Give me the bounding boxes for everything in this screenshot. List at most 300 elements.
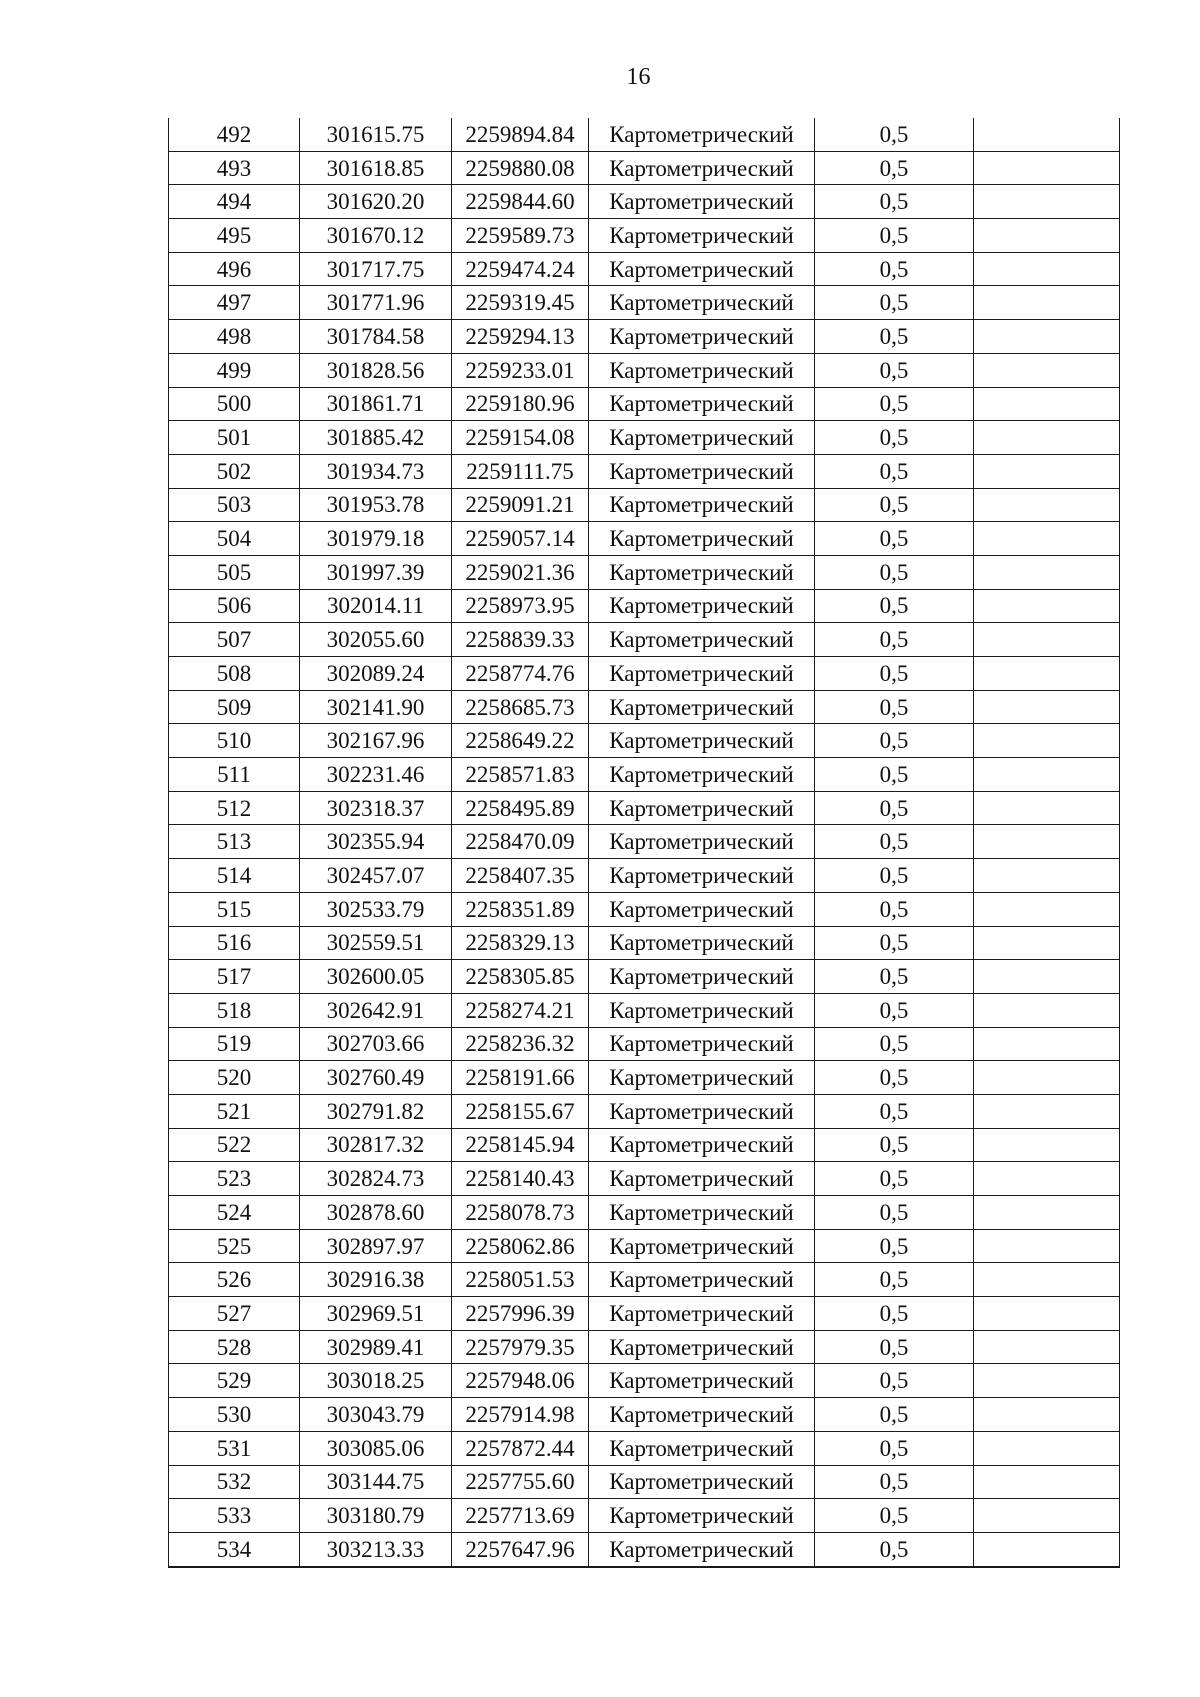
y-coordinate-cell: 2259319.45 [452, 286, 589, 320]
table-row [169, 454, 1120, 488]
table-row [169, 993, 1120, 1027]
x-coordinate-cell: 301861.71 [300, 387, 452, 421]
method-cell: Картометрический [589, 825, 815, 859]
accuracy-cell: 0,5 [815, 1364, 974, 1398]
method-cell: Картометрический [589, 522, 815, 556]
point-number-cell: 503 [169, 488, 300, 522]
note-cell [974, 1330, 1120, 1364]
point-number-cell: 501 [169, 421, 300, 455]
method-cell: Картометрический [589, 454, 815, 488]
accuracy-cell: 0,5 [815, 960, 974, 994]
accuracy-cell: 0,5 [815, 791, 974, 825]
method-cell: Картометрический [589, 1196, 815, 1230]
accuracy-cell: 0,5 [815, 286, 974, 320]
x-coordinate-cell: 301979.18 [300, 522, 452, 556]
y-coordinate-cell: 2258685.73 [452, 690, 589, 724]
table-row [169, 185, 1120, 219]
accuracy-cell: 0,5 [815, 1431, 974, 1465]
y-coordinate-cell: 2258274.21 [452, 993, 589, 1027]
note-cell [974, 993, 1120, 1027]
x-coordinate-cell: 301885.42 [300, 421, 452, 455]
method-cell: Картометрический [589, 1094, 815, 1128]
table-row [169, 1061, 1120, 1095]
method-cell: Картометрический [589, 286, 815, 320]
table-row [169, 1364, 1120, 1398]
point-number-cell: 505 [169, 555, 300, 589]
note-cell [974, 690, 1120, 724]
accuracy-cell: 0,5 [815, 1229, 974, 1263]
x-coordinate-cell: 301771.96 [300, 286, 452, 320]
table-row [169, 1128, 1120, 1162]
method-cell: Картометрический [589, 421, 815, 455]
accuracy-cell: 0,5 [815, 320, 974, 354]
table-row [169, 555, 1120, 589]
point-number-cell: 512 [169, 791, 300, 825]
accuracy-cell: 0,5 [815, 690, 974, 724]
table-row [169, 1398, 1120, 1432]
note-cell [974, 657, 1120, 691]
x-coordinate-cell: 302141.90 [300, 690, 452, 724]
accuracy-cell: 0,5 [815, 1297, 974, 1331]
note-cell [974, 1027, 1120, 1061]
method-cell: Картометрический [589, 1398, 815, 1432]
note-cell [974, 1398, 1120, 1432]
x-coordinate-cell: 303213.33 [300, 1532, 452, 1566]
method-cell: Картометрический [589, 1297, 815, 1331]
point-number-cell: 506 [169, 589, 300, 623]
note-cell [974, 488, 1120, 522]
table-row [169, 1162, 1120, 1196]
x-coordinate-cell: 302897.97 [300, 1229, 452, 1263]
y-coordinate-cell: 2257755.60 [452, 1465, 589, 1499]
table-row [169, 151, 1120, 185]
accuracy-cell: 0,5 [815, 825, 974, 859]
y-coordinate-cell: 2259894.84 [452, 118, 589, 151]
note-cell [974, 387, 1120, 421]
note-cell [974, 1162, 1120, 1196]
y-coordinate-cell: 2258973.95 [452, 589, 589, 623]
y-coordinate-cell: 2257914.98 [452, 1398, 589, 1432]
method-cell: Картометрический [589, 555, 815, 589]
method-cell: Картометрический [589, 1364, 815, 1398]
x-coordinate-cell: 302760.49 [300, 1061, 452, 1095]
accuracy-cell: 0,5 [815, 1263, 974, 1297]
method-cell: Картометрический [589, 252, 815, 286]
method-cell: Картометрический [589, 387, 815, 421]
point-number-cell: 514 [169, 859, 300, 893]
method-cell: Картометрический [589, 1499, 815, 1533]
point-number-cell: 527 [169, 1297, 300, 1331]
y-coordinate-cell: 2257713.69 [452, 1499, 589, 1533]
method-cell: Картометрический [589, 1431, 815, 1465]
table-row [169, 488, 1120, 522]
point-number-cell: 529 [169, 1364, 300, 1398]
table-row [169, 1229, 1120, 1263]
x-coordinate-cell: 302457.07 [300, 859, 452, 893]
point-number-cell: 498 [169, 320, 300, 354]
point-number-cell: 508 [169, 657, 300, 691]
y-coordinate-cell: 2258407.35 [452, 859, 589, 893]
accuracy-cell: 0,5 [815, 1398, 974, 1432]
accuracy-cell: 0,5 [815, 185, 974, 219]
table-row [169, 1499, 1120, 1533]
point-number-cell: 531 [169, 1431, 300, 1465]
accuracy-cell: 0,5 [815, 1128, 974, 1162]
point-number-cell: 526 [169, 1263, 300, 1297]
y-coordinate-cell: 2258062.86 [452, 1229, 589, 1263]
y-coordinate-cell: 2259154.08 [452, 421, 589, 455]
x-coordinate-cell: 301620.20 [300, 185, 452, 219]
method-cell: Картометрический [589, 1532, 815, 1566]
note-cell [974, 859, 1120, 893]
x-coordinate-cell: 302703.66 [300, 1027, 452, 1061]
point-number-cell: 499 [169, 353, 300, 387]
point-number-cell: 511 [169, 758, 300, 792]
table-row [169, 657, 1120, 691]
note-cell [974, 1196, 1120, 1230]
y-coordinate-cell: 2259294.13 [452, 320, 589, 354]
accuracy-cell: 0,5 [815, 219, 974, 253]
accuracy-cell: 0,5 [815, 657, 974, 691]
point-number-cell: 530 [169, 1398, 300, 1432]
point-number-cell: 520 [169, 1061, 300, 1095]
x-coordinate-cell: 302318.37 [300, 791, 452, 825]
point-number-cell: 507 [169, 623, 300, 657]
y-coordinate-cell: 2258191.66 [452, 1061, 589, 1095]
accuracy-cell: 0,5 [815, 1499, 974, 1533]
point-number-cell: 521 [169, 1094, 300, 1128]
y-coordinate-cell: 2258649.22 [452, 724, 589, 758]
accuracy-cell: 0,5 [815, 724, 974, 758]
method-cell: Картометрический [589, 892, 815, 926]
point-number-cell: 493 [169, 151, 300, 185]
method-cell: Картометрический [589, 1061, 815, 1095]
point-number-cell: 517 [169, 960, 300, 994]
note-cell [974, 960, 1120, 994]
table-row [169, 892, 1120, 926]
y-coordinate-cell: 2258236.32 [452, 1027, 589, 1061]
method-cell: Картометрический [589, 791, 815, 825]
method-cell: Картометрический [589, 488, 815, 522]
coordinates-table-body [169, 118, 1120, 1567]
y-coordinate-cell: 2258351.89 [452, 892, 589, 926]
x-coordinate-cell: 301618.85 [300, 151, 452, 185]
point-number-cell: 533 [169, 1499, 300, 1533]
table-row [169, 522, 1120, 556]
method-cell: Картометрический [589, 589, 815, 623]
x-coordinate-cell: 302878.60 [300, 1196, 452, 1230]
x-coordinate-cell: 302167.96 [300, 724, 452, 758]
point-number-cell: 500 [169, 387, 300, 421]
point-number-cell: 510 [169, 724, 300, 758]
y-coordinate-cell: 2258051.53 [452, 1263, 589, 1297]
x-coordinate-cell: 302559.51 [300, 926, 452, 960]
method-cell: Картометрический [589, 1162, 815, 1196]
y-coordinate-cell: 2259021.36 [452, 555, 589, 589]
note-cell [974, 118, 1120, 151]
x-coordinate-cell: 302533.79 [300, 892, 452, 926]
accuracy-cell: 0,5 [815, 623, 974, 657]
x-coordinate-cell: 301953.78 [300, 488, 452, 522]
point-number-cell: 534 [169, 1532, 300, 1566]
y-coordinate-cell: 2258305.85 [452, 960, 589, 994]
note-cell [974, 1094, 1120, 1128]
table-row [169, 286, 1120, 320]
method-cell: Картометрический [589, 118, 815, 151]
point-number-cell: 509 [169, 690, 300, 724]
x-coordinate-cell: 302916.38 [300, 1263, 452, 1297]
x-coordinate-cell: 302055.60 [300, 623, 452, 657]
x-coordinate-cell: 301934.73 [300, 454, 452, 488]
x-coordinate-cell: 303018.25 [300, 1364, 452, 1398]
method-cell: Картометрический [589, 623, 815, 657]
table-row [169, 825, 1120, 859]
x-coordinate-cell: 302969.51 [300, 1297, 452, 1331]
note-cell [974, 724, 1120, 758]
accuracy-cell: 0,5 [815, 387, 974, 421]
accuracy-cell: 0,5 [815, 555, 974, 589]
x-coordinate-cell: 303180.79 [300, 1499, 452, 1533]
table-row [169, 1263, 1120, 1297]
table-row [169, 320, 1120, 354]
note-cell [974, 623, 1120, 657]
x-coordinate-cell: 302014.11 [300, 589, 452, 623]
table-row [169, 353, 1120, 387]
table-row [169, 859, 1120, 893]
note-cell [974, 589, 1120, 623]
note-cell [974, 555, 1120, 589]
x-coordinate-cell: 303144.75 [300, 1465, 452, 1499]
y-coordinate-cell: 2257647.96 [452, 1532, 589, 1566]
point-number-cell: 519 [169, 1027, 300, 1061]
accuracy-cell: 0,5 [815, 1330, 974, 1364]
y-coordinate-cell: 2259474.24 [452, 252, 589, 286]
table-row [169, 421, 1120, 455]
note-cell [974, 1061, 1120, 1095]
accuracy-cell: 0,5 [815, 151, 974, 185]
point-number-cell: 524 [169, 1196, 300, 1230]
note-cell [974, 791, 1120, 825]
x-coordinate-cell: 302791.82 [300, 1094, 452, 1128]
accuracy-cell: 0,5 [815, 892, 974, 926]
method-cell: Картометрический [589, 960, 815, 994]
table-row [169, 1465, 1120, 1499]
y-coordinate-cell: 2258470.09 [452, 825, 589, 859]
method-cell: Картометрический [589, 1027, 815, 1061]
note-cell [974, 1465, 1120, 1499]
table-row [169, 960, 1120, 994]
accuracy-cell: 0,5 [815, 993, 974, 1027]
method-cell: Картометрический [589, 1330, 815, 1364]
point-number-cell: 515 [169, 892, 300, 926]
point-number-cell: 496 [169, 252, 300, 286]
table-row [169, 589, 1120, 623]
table-row [169, 758, 1120, 792]
x-coordinate-cell: 302989.41 [300, 1330, 452, 1364]
y-coordinate-cell: 2258329.13 [452, 926, 589, 960]
note-cell [974, 1263, 1120, 1297]
y-coordinate-cell: 2258774.76 [452, 657, 589, 691]
note-cell [974, 421, 1120, 455]
table-row [169, 387, 1120, 421]
point-number-cell: 528 [169, 1330, 300, 1364]
x-coordinate-cell: 302600.05 [300, 960, 452, 994]
point-number-cell: 502 [169, 454, 300, 488]
note-cell [974, 320, 1120, 354]
table-row [169, 219, 1120, 253]
note-cell [974, 1364, 1120, 1398]
point-number-cell: 504 [169, 522, 300, 556]
table-row [169, 690, 1120, 724]
x-coordinate-cell: 301828.56 [300, 353, 452, 387]
method-cell: Картометрический [589, 219, 815, 253]
point-number-cell: 525 [169, 1229, 300, 1263]
y-coordinate-cell: 2257996.39 [452, 1297, 589, 1331]
table-row [169, 623, 1120, 657]
table-row [169, 1094, 1120, 1128]
point-number-cell: 532 [169, 1465, 300, 1499]
note-cell [974, 454, 1120, 488]
x-coordinate-cell: 302231.46 [300, 758, 452, 792]
accuracy-cell: 0,5 [815, 353, 974, 387]
x-coordinate-cell: 301784.58 [300, 320, 452, 354]
note-cell [974, 151, 1120, 185]
note-cell [974, 522, 1120, 556]
point-number-cell: 523 [169, 1162, 300, 1196]
y-coordinate-cell: 2259880.08 [452, 151, 589, 185]
note-cell [974, 1128, 1120, 1162]
method-cell: Картометрический [589, 993, 815, 1027]
note-cell [974, 1431, 1120, 1465]
note-cell [974, 252, 1120, 286]
x-coordinate-cell: 302824.73 [300, 1162, 452, 1196]
y-coordinate-cell: 2257948.06 [452, 1364, 589, 1398]
coordinates-table [168, 118, 1120, 1568]
x-coordinate-cell: 301997.39 [300, 555, 452, 589]
accuracy-cell: 0,5 [815, 1094, 974, 1128]
note-cell [974, 758, 1120, 792]
table-row [169, 724, 1120, 758]
y-coordinate-cell: 2259057.14 [452, 522, 589, 556]
y-coordinate-cell: 2259844.60 [452, 185, 589, 219]
y-coordinate-cell: 2258140.43 [452, 1162, 589, 1196]
table-row [169, 252, 1120, 286]
accuracy-cell: 0,5 [815, 859, 974, 893]
accuracy-cell: 0,5 [815, 522, 974, 556]
method-cell: Картометрический [589, 185, 815, 219]
point-number-cell: 492 [169, 118, 300, 151]
table-row [169, 1027, 1120, 1061]
x-coordinate-cell: 302642.91 [300, 993, 452, 1027]
note-cell [974, 1229, 1120, 1263]
method-cell: Картометрический [589, 1263, 815, 1297]
point-number-cell: 522 [169, 1128, 300, 1162]
table-row [169, 1297, 1120, 1331]
x-coordinate-cell: 301615.75 [300, 118, 452, 151]
method-cell: Картометрический [589, 926, 815, 960]
x-coordinate-cell: 302089.24 [300, 657, 452, 691]
x-coordinate-cell: 302355.94 [300, 825, 452, 859]
method-cell: Картометрический [589, 353, 815, 387]
method-cell: Картометрический [589, 859, 815, 893]
y-coordinate-cell: 2259233.01 [452, 353, 589, 387]
accuracy-cell: 0,5 [815, 1532, 974, 1566]
table-row [169, 118, 1120, 151]
note-cell [974, 825, 1120, 859]
table-row [169, 1196, 1120, 1230]
method-cell: Картометрический [589, 724, 815, 758]
table-row [169, 791, 1120, 825]
y-coordinate-cell: 2258571.83 [452, 758, 589, 792]
method-cell: Картометрический [589, 690, 815, 724]
table-row [169, 1532, 1120, 1566]
note-cell [974, 219, 1120, 253]
y-coordinate-cell: 2259091.21 [452, 488, 589, 522]
accuracy-cell: 0,5 [815, 926, 974, 960]
y-coordinate-cell: 2258155.67 [452, 1094, 589, 1128]
y-coordinate-cell: 2257872.44 [452, 1431, 589, 1465]
accuracy-cell: 0,5 [815, 1061, 974, 1095]
point-number-cell: 518 [169, 993, 300, 1027]
note-cell [974, 353, 1120, 387]
accuracy-cell: 0,5 [815, 118, 974, 151]
table-row [169, 1330, 1120, 1364]
accuracy-cell: 0,5 [815, 252, 974, 286]
note-cell [974, 185, 1120, 219]
accuracy-cell: 0,5 [815, 589, 974, 623]
note-cell [974, 926, 1120, 960]
y-coordinate-cell: 2258495.89 [452, 791, 589, 825]
method-cell: Картометрический [589, 1465, 815, 1499]
method-cell: Картометрический [589, 1229, 815, 1263]
y-coordinate-cell: 2258839.33 [452, 623, 589, 657]
note-cell [974, 1297, 1120, 1331]
accuracy-cell: 0,5 [815, 758, 974, 792]
y-coordinate-cell: 2257979.35 [452, 1330, 589, 1364]
point-number-cell: 513 [169, 825, 300, 859]
method-cell: Картометрический [589, 758, 815, 792]
y-coordinate-cell: 2259589.73 [452, 219, 589, 253]
note-cell [974, 1532, 1120, 1566]
x-coordinate-cell: 301670.12 [300, 219, 452, 253]
point-number-cell: 516 [169, 926, 300, 960]
method-cell: Картометрический [589, 1128, 815, 1162]
accuracy-cell: 0,5 [815, 421, 974, 455]
method-cell: Картометрический [589, 657, 815, 691]
accuracy-cell: 0,5 [815, 488, 974, 522]
accuracy-cell: 0,5 [815, 454, 974, 488]
point-number-cell: 494 [169, 185, 300, 219]
method-cell: Картометрический [589, 151, 815, 185]
y-coordinate-cell: 2258145.94 [452, 1128, 589, 1162]
method-cell: Картометрический [589, 320, 815, 354]
y-coordinate-cell: 2259180.96 [452, 387, 589, 421]
accuracy-cell: 0,5 [815, 1465, 974, 1499]
page-number: 16 [626, 64, 651, 90]
accuracy-cell: 0,5 [815, 1196, 974, 1230]
x-coordinate-cell: 302817.32 [300, 1128, 452, 1162]
point-number-cell: 495 [169, 219, 300, 253]
note-cell [974, 892, 1120, 926]
y-coordinate-cell: 2259111.75 [452, 454, 589, 488]
accuracy-cell: 0,5 [815, 1027, 974, 1061]
accuracy-cell: 0,5 [815, 1162, 974, 1196]
y-coordinate-cell: 2258078.73 [452, 1196, 589, 1230]
x-coordinate-cell: 301717.75 [300, 252, 452, 286]
table-row [169, 1431, 1120, 1465]
x-coordinate-cell: 303043.79 [300, 1398, 452, 1432]
point-number-cell: 497 [169, 286, 300, 320]
